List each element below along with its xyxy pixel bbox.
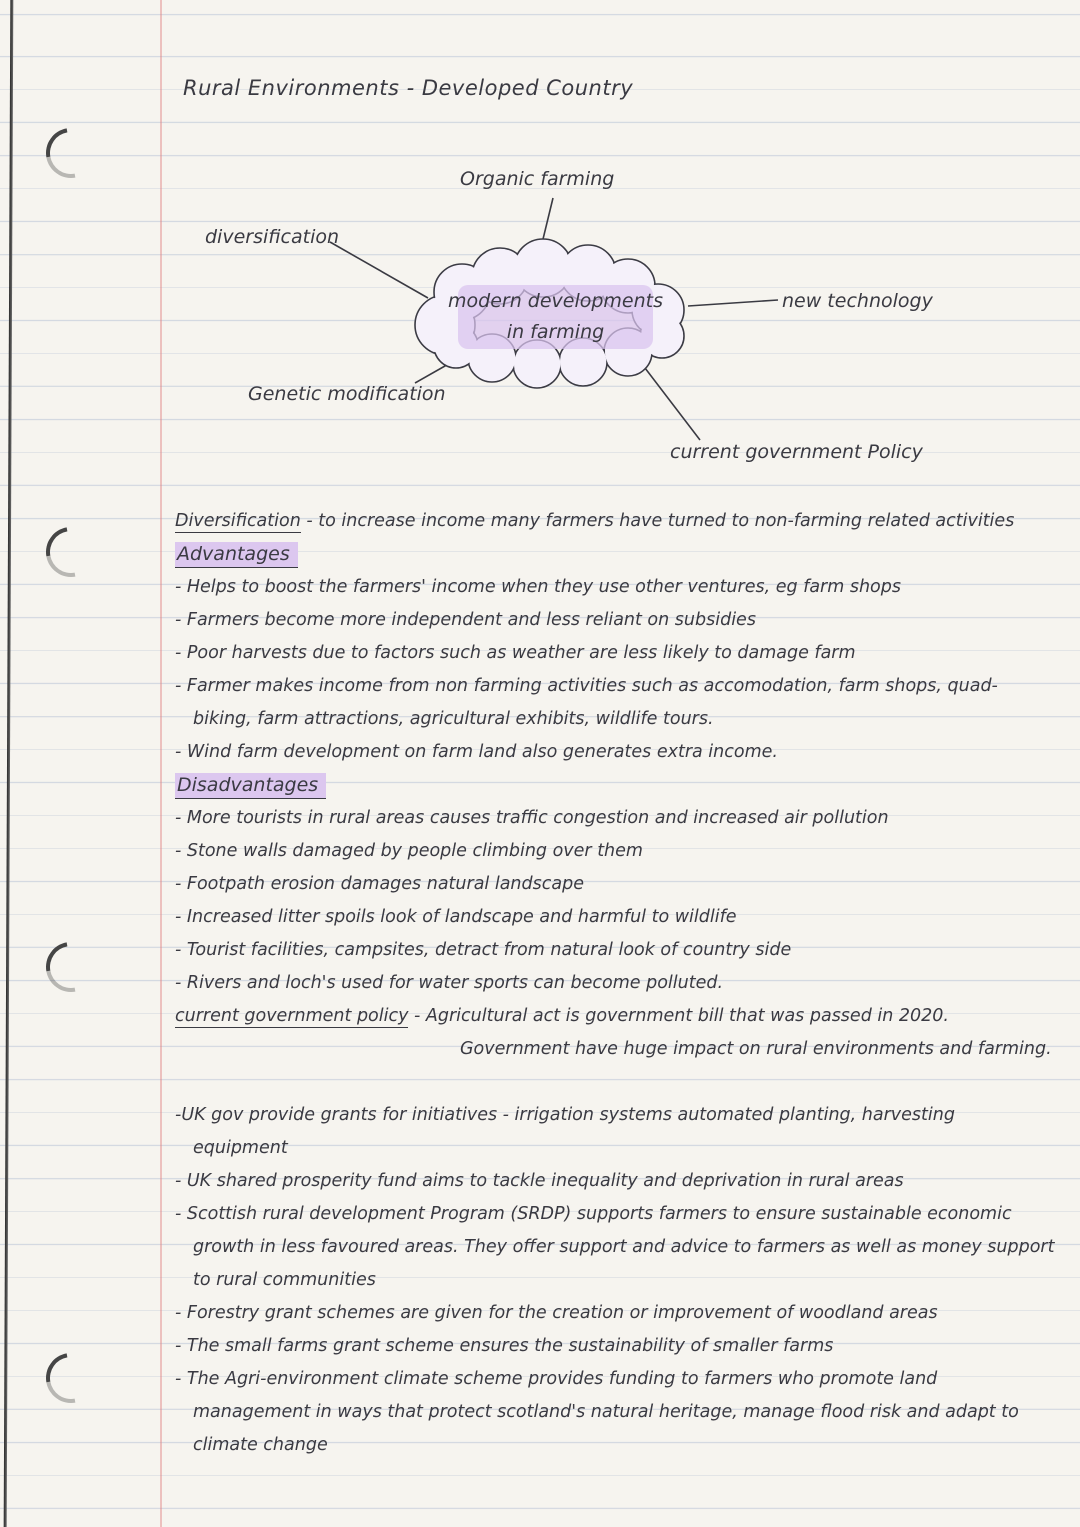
list-item: - Scottish rural development Program (SRDP) supports farmers to ensure sustainable economic growth in less favoured areas. They offer support and advice to farmers as well as money support to rural communities: [175, 1204, 1055, 1290]
mindmap-node-diversification: diversification: [205, 226, 340, 248]
list-item: - The Agri-environment climate scheme provides funding to farmers who promote land management in ways that protect scotland's natural heritage, manage flood risk and adapt to climate change: [175, 1369, 1019, 1455]
mindmap-center-label: [448, 286, 663, 348]
list-item: - More tourists in rural areas causes traffic congestion and increased air pollution: [175, 808, 889, 828]
disadvantages-heading-highlight: Disadvantages: [175, 773, 326, 799]
policy-text: - Agricultural act is government bill that was passed in 2020. Government have huge impact on rural environments and farming.: [408, 1006, 1052, 1059]
list-item: - Helps to boost the farmers' income when they use other ventures, eg farm shops: [175, 577, 901, 597]
mindmap: [0, 140, 1080, 510]
mindmap-node-new-technology: new technology: [782, 290, 933, 312]
list-item: - Farmers become more independent and less reliant on subsidies: [175, 610, 756, 630]
hole-punch: [36, 517, 106, 587]
hole-punch: [36, 932, 106, 1002]
list-item: - UK shared prosperity fund aims to tackle inequality and deprivation in rural areas: [175, 1171, 904, 1191]
list-item: - Increased litter spoils look of landscape and harmful to wildlife: [175, 907, 737, 927]
mindmap-node-organic-farming: Organic farming: [460, 168, 615, 190]
list-item: - Poor harvests due to factors such as weather are less likely to damage farm: [175, 643, 856, 663]
list-item: -UK gov provide grants for initiatives - irrigation systems automated planting, harvesting equipment: [175, 1105, 955, 1158]
mindmap-node-genetic-modification: Genetic modification: [248, 383, 446, 405]
policy-term: current government policy: [175, 1006, 409, 1026]
mindmap-center-line1: modern developments: [448, 290, 664, 312]
advantages-list: [175, 571, 1055, 769]
diversification-term: Diversification: [175, 511, 301, 531]
diversification-intro: [175, 505, 1055, 538]
disadvantages-heading: [175, 769, 1055, 802]
disadvantages-list: [175, 802, 1055, 1000]
mindmap-center-line2: in farming: [506, 321, 605, 343]
list-item: - The small farms grant scheme ensures the sustainability of smaller farms: [175, 1336, 834, 1356]
list-item: - Wind farm development on farm land also generates extra income.: [175, 742, 778, 762]
list-item: - Tourist facilities, campsites, detract from natural look of country side: [175, 940, 792, 960]
diversification-text: - to increase income many farmers have turned to non-farming related activities: [300, 511, 1015, 531]
list-item: - Forestry grant schemes are given for the creation or improvement of woodland areas: [175, 1303, 938, 1323]
list-item: - Footpath erosion damages natural landscape: [175, 874, 584, 894]
page-title: Rural Environments - Developed Country: [183, 76, 634, 100]
policy-list: [175, 1099, 1055, 1462]
advantages-heading: [175, 538, 1055, 571]
list-item: - Rivers and loch's used for water sports can become polluted.: [175, 973, 724, 993]
policy-intro: [175, 1000, 1055, 1066]
list-item: - Farmer makes income from non farming activities such as accomodation, farm shops, quad-biking, farm attractions, agricultural exhibits, wildlife tours.: [175, 676, 998, 729]
advantages-heading-highlight: Advantages: [175, 542, 298, 568]
mindmap-node-government-policy: current government Policy: [670, 441, 923, 463]
hole-punch: [36, 1343, 106, 1413]
list-item: - Stone walls damaged by people climbing over them: [175, 841, 643, 861]
notes-content: [175, 505, 1055, 1462]
